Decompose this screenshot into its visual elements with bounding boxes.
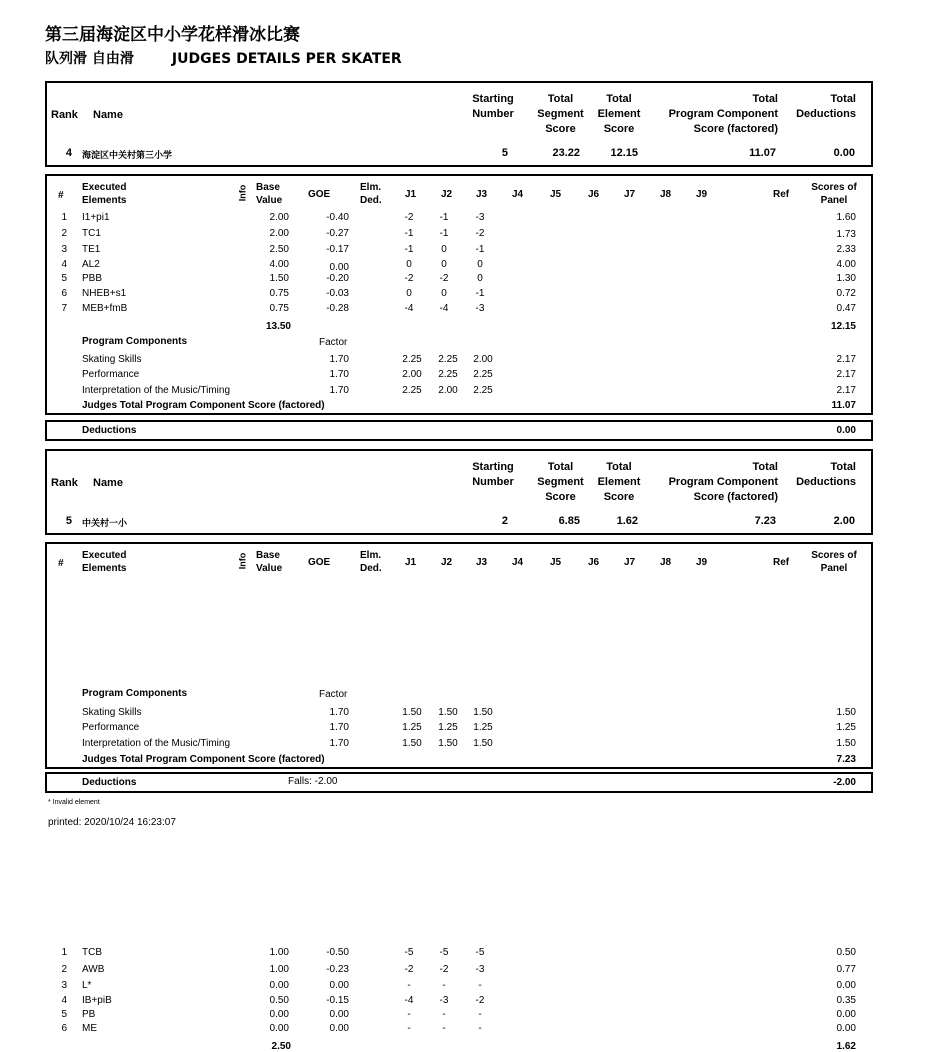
panel-score: 0.00 [836, 1009, 856, 1020]
goe-value: -0.28 [326, 303, 349, 314]
goe-value: 0.00 [329, 262, 349, 273]
component-panel-score: 1.50 [836, 707, 856, 718]
elm-label: Elm. [360, 550, 382, 561]
component-panel-score: 2.17 [836, 385, 856, 396]
skater-name: 中关村一小 [82, 519, 128, 529]
judge-score: -1 [439, 212, 449, 223]
judge-header-2: J2 [441, 189, 453, 200]
rank-header: Rank [51, 477, 78, 489]
number-label: Number [472, 476, 514, 488]
program-components-label: Program Components [82, 336, 188, 347]
skater-rank: 5 [65, 515, 72, 527]
num-header: # [58, 558, 64, 569]
base-value: 1.00 [269, 947, 289, 958]
component-factor: 1.70 [329, 354, 349, 365]
segment-title [45, 48, 402, 68]
judge-score: 0 [477, 259, 483, 270]
judge-header-5: J5 [550, 189, 562, 200]
element-number: 4 [61, 259, 67, 270]
element-name: PB [82, 1009, 96, 1020]
elements-label: Elements [82, 563, 127, 574]
element-name: AL2 [82, 259, 100, 270]
judge-score: -1 [404, 244, 414, 255]
component-panel-score: 2.17 [836, 354, 856, 365]
starting-number: 5 [501, 147, 508, 159]
panel-score: 0.47 [836, 303, 856, 314]
details-box [45, 542, 873, 769]
element-number: 2 [61, 228, 67, 239]
judge-score: 0 [441, 288, 447, 299]
info-header: Info [237, 552, 248, 570]
total-label: Total [830, 461, 856, 473]
footnote: * Invalid element [48, 799, 100, 806]
component-judge-score: 2.25 [438, 354, 458, 365]
judge-score: -2 [404, 212, 414, 223]
deductions-label: Deductions [796, 476, 856, 488]
judges-total-pcs-label: Judges Total Program Component Score (factored) [82, 400, 325, 411]
judge-score: - [407, 980, 411, 991]
judges-total-pcs-label: Judges Total Program Component Score (factored) [82, 754, 325, 765]
elm-ded-header [360, 549, 382, 575]
component-factor: 1.70 [329, 738, 349, 749]
total-pcs-score: 7.23 [754, 515, 776, 527]
deductions-box [45, 420, 873, 441]
judge-score: 0 [406, 259, 412, 270]
goe-header: GOE [308, 189, 331, 200]
deductions-label: Deductions [82, 777, 137, 788]
program-component-label: Program Component [668, 476, 778, 488]
base-value: 1.50 [269, 273, 289, 284]
judge-score: -2 [404, 273, 414, 284]
score-factored-label: Score (factored) [693, 491, 778, 503]
component-judge-score: 2.25 [402, 354, 422, 365]
total-element-score: 1.62 [616, 515, 638, 527]
report-title: JUDGES DETAILS PER SKATER [171, 51, 402, 67]
name-header: Name [93, 477, 123, 489]
base-value: 2.50 [269, 244, 289, 255]
total-deductions: 0.00 [833, 147, 855, 159]
component-judge-score: 2.00 [402, 369, 422, 380]
total-deductions: 2.00 [833, 515, 855, 527]
segment-label: Segment [537, 476, 584, 488]
ded-label: Ded. [360, 195, 382, 206]
panel-score: 0.00 [836, 1023, 856, 1034]
total-label: Total [606, 461, 632, 473]
component-name: Performance [82, 369, 140, 380]
component-name: Skating Skills [82, 354, 142, 365]
judge-header-5: J5 [550, 557, 562, 568]
judge-score: - [478, 1009, 482, 1020]
panel-score: 4.00 [836, 259, 856, 270]
judge-score: -2 [475, 995, 485, 1006]
skater-rank: 4 [65, 147, 72, 159]
judge-header-8: J8 [660, 557, 672, 568]
panel-score: 1.60 [836, 212, 856, 223]
panel-label: Panel [820, 563, 848, 574]
component-judge-score: 1.50 [473, 738, 493, 749]
executed-elements-header [82, 181, 126, 207]
ref-header: Ref [773, 557, 790, 568]
element-name: I1+pi1 [82, 212, 110, 223]
judge-score: - [442, 1009, 446, 1020]
judge-score: -5 [439, 947, 449, 958]
goe-value: -0.17 [326, 244, 349, 255]
judge-score: -5 [475, 947, 485, 958]
program-component-label: Program Component [668, 108, 778, 120]
component-name: Performance [82, 722, 140, 733]
judges-total-pcs-value: 11.07 [831, 400, 856, 411]
component-name: Interpretation of the Music/Timing [82, 385, 231, 396]
program-components-label: Program Components [82, 688, 188, 699]
panel-label: Panel [820, 195, 848, 206]
goe-value: -0.40 [326, 212, 349, 223]
deductions-box [45, 772, 873, 793]
ded-label: Ded. [360, 563, 382, 574]
judge-header-1: J1 [405, 557, 417, 568]
name-header: Name [93, 109, 123, 121]
judge-score: -3 [439, 995, 449, 1006]
total-pcs-score: 11.07 [749, 147, 776, 159]
judge-score: - [407, 1009, 411, 1020]
base-value: 2.00 [269, 212, 289, 223]
pcs-header [640, 460, 778, 505]
judge-score: -4 [404, 303, 414, 314]
judge-score: - [442, 980, 446, 991]
judge-score: -5 [404, 947, 414, 958]
scores-of-label: Scores of [811, 550, 857, 561]
goe-value: -0.50 [326, 947, 349, 958]
starting-number: 2 [501, 515, 508, 527]
panel-score: 0.00 [836, 980, 856, 991]
factor-label: Factor [319, 689, 348, 700]
component-name: Interpretation of the Music/Timing [82, 738, 231, 749]
segment-label: Segment [537, 108, 584, 120]
judge-score: - [478, 980, 482, 991]
judge-header-6: J6 [588, 189, 600, 200]
judge-score: -2 [439, 273, 449, 284]
scores-of-panel-header [806, 181, 862, 207]
number-label: Number [472, 108, 514, 120]
goe-value: 0.00 [329, 1009, 349, 1020]
judge-score: -2 [439, 964, 449, 975]
judge-score: -4 [439, 303, 449, 314]
base-value: 0.00 [269, 1009, 289, 1020]
component-judge-score: 1.50 [473, 707, 493, 718]
component-judge-score: 1.50 [402, 707, 422, 718]
element-name: TE1 [82, 244, 101, 255]
judge-header-8: J8 [660, 189, 672, 200]
component-factor: 1.70 [329, 385, 349, 396]
component-judge-score: 2.00 [473, 354, 493, 365]
judges-total-pcs-value: 7.23 [836, 754, 856, 765]
num-header: # [58, 190, 64, 201]
info-header: Info [237, 184, 248, 202]
goe-value: 0.00 [329, 980, 349, 991]
panel-score: 1.73 [836, 229, 856, 240]
component-factor: 1.70 [329, 722, 349, 733]
printed-timestamp: printed: 2020/10/24 16:23:07 [48, 817, 176, 828]
element-score-total: 12.15 [830, 321, 856, 332]
base-value-header [256, 549, 282, 575]
component-judge-score: 1.25 [473, 722, 493, 733]
goe-value: -0.03 [326, 288, 349, 299]
starting-number-header [463, 92, 523, 122]
judge-score: - [407, 1023, 411, 1034]
judge-header-1: J1 [405, 189, 417, 200]
judge-score: -1 [475, 288, 485, 299]
scores-of-panel-header [806, 549, 862, 575]
element-number: 3 [61, 244, 67, 255]
element-number: 4 [61, 995, 67, 1006]
component-panel-score: 1.25 [836, 722, 856, 733]
total-label: Total [547, 461, 574, 473]
judge-score: -1 [475, 244, 485, 255]
event-title: 第三届海淀区中小学花样滑冰比赛 [45, 25, 300, 45]
component-judge-score: 1.50 [438, 738, 458, 749]
component-judge-score: 1.25 [438, 722, 458, 733]
panel-score: 0.72 [836, 288, 856, 299]
judge-score: -1 [439, 228, 449, 239]
element-number: 6 [61, 288, 67, 299]
executed-label: Executed [82, 182, 127, 193]
goe-value: -0.20 [326, 273, 349, 284]
goe-header: GOE [308, 557, 331, 568]
element-number: 6 [61, 1023, 67, 1034]
judge-header-9: J9 [696, 189, 708, 200]
scores-of-label: Scores of [811, 182, 857, 193]
judge-header-7: J7 [624, 189, 636, 200]
base-value: 0.50 [269, 995, 289, 1006]
judge-score: -3 [475, 964, 485, 975]
segment-name: 队列滑 自由滑 [45, 51, 134, 67]
judge-header-4: J4 [512, 557, 524, 568]
total-segment-score: 6.85 [558, 515, 580, 527]
element-number: 3 [61, 980, 67, 991]
component-judge-score: 2.00 [438, 385, 458, 396]
judge-score: -1 [404, 228, 414, 239]
deductions-total: -2.00 [833, 777, 856, 788]
judge-header-9: J9 [696, 557, 708, 568]
base-label: Base [256, 550, 280, 561]
element-score-total: 1.62 [836, 1041, 856, 1052]
total-label: Total [606, 93, 632, 105]
element-name: NHEB+s1 [82, 288, 127, 299]
score-factored-label: Score (factored) [693, 123, 778, 135]
judge-header-3: J3 [476, 557, 488, 568]
ref-header: Ref [773, 189, 790, 200]
starting-label: Starting [472, 461, 514, 473]
goe-value: 0.00 [329, 1023, 349, 1034]
judge-score: - [478, 1023, 482, 1034]
elm-label: Elm. [360, 182, 382, 193]
judge-score: -2 [475, 228, 485, 239]
elm-ded-header [360, 181, 382, 207]
executed-label: Executed [82, 550, 127, 561]
judge-header-6: J6 [588, 557, 600, 568]
score-label: Score [545, 123, 576, 135]
component-judge-score: 1.50 [438, 707, 458, 718]
element-name: ME [82, 1023, 97, 1034]
base-value: 0.75 [269, 303, 289, 314]
component-name: Skating Skills [82, 707, 142, 718]
total-element-score: 12.15 [610, 147, 638, 159]
base-value-total: 2.50 [271, 1041, 291, 1052]
executed-elements-header [82, 549, 126, 575]
judge-score: 0 [441, 259, 447, 270]
base-value: 0.75 [269, 288, 289, 299]
component-factor: 1.70 [329, 369, 349, 380]
element-name: IB+piB [82, 995, 112, 1006]
base-value: 2.00 [269, 228, 289, 239]
judge-score: -4 [404, 995, 414, 1006]
judge-header-2: J2 [441, 557, 453, 568]
base-value-total: 13.50 [265, 321, 291, 332]
judge-score: 0 [477, 273, 483, 284]
judge-header-4: J4 [512, 189, 524, 200]
element-number: 7 [61, 303, 67, 314]
deductions-header [780, 92, 856, 122]
goe-value: -0.15 [326, 995, 349, 1006]
component-judge-score: 2.25 [438, 369, 458, 380]
element-name: PBB [82, 273, 103, 284]
score-label: Score [545, 491, 576, 503]
judge-score: 0 [441, 244, 447, 255]
rank-header: Rank [51, 109, 78, 121]
component-factor: 1.70 [329, 707, 349, 718]
deduction-detail: Falls: -2.00 [288, 776, 338, 787]
base-value: 0.00 [269, 980, 289, 991]
goe-value: -0.27 [326, 228, 349, 239]
panel-score: 0.77 [836, 964, 856, 975]
total-segment-score: 23.22 [552, 147, 580, 159]
base-value: 1.00 [269, 964, 289, 975]
elements-label: Elements [82, 195, 127, 206]
starting-label: Starting [472, 93, 514, 105]
element-number: 1 [61, 947, 67, 958]
panel-score: 0.50 [836, 947, 856, 958]
element-name: L* [82, 980, 92, 991]
component-panel-score: 1.50 [836, 738, 856, 749]
element-number: 5 [61, 273, 67, 284]
base-value: 0.00 [269, 1023, 289, 1034]
judge-score: -3 [475, 303, 485, 314]
starting-number-header [463, 460, 523, 490]
score-label: Score [603, 123, 635, 135]
base-label: Base [256, 182, 280, 193]
total-label: Total [752, 93, 778, 105]
total-label: Total [830, 93, 856, 105]
element-name: TCB [82, 947, 102, 958]
judge-score: 0 [406, 288, 412, 299]
base-value-header [256, 181, 282, 207]
panel-score: 2.33 [836, 244, 856, 255]
judge-score: - [442, 1023, 446, 1034]
component-judge-score: 1.50 [402, 738, 422, 749]
total-label: Total [752, 461, 778, 473]
deductions-total: 0.00 [836, 425, 856, 436]
goe-value: -0.23 [326, 964, 349, 975]
value-label: Value [256, 563, 283, 574]
component-judge-score: 2.25 [402, 385, 422, 396]
judge-header-7: J7 [624, 557, 636, 568]
panel-score: 0.35 [836, 995, 856, 1006]
pcs-header [640, 92, 778, 137]
judge-header-3: J3 [476, 189, 488, 200]
component-judge-score: 2.25 [473, 369, 493, 380]
element-number: 2 [61, 964, 67, 975]
judge-score: -3 [475, 212, 485, 223]
deductions-header [780, 460, 856, 490]
panel-score: 1.30 [836, 273, 856, 284]
value-label: Value [256, 195, 283, 206]
base-value: 4.00 [269, 259, 289, 270]
judge-score: -2 [404, 964, 414, 975]
total-label: Total [547, 93, 574, 105]
element-name: TC1 [82, 228, 101, 239]
factor-label: Factor [319, 337, 348, 348]
element-label: Element [597, 108, 641, 120]
skater-name: 海淀区中关村第三小学 [82, 151, 173, 161]
element-name: AWB [82, 964, 105, 975]
deductions-label: Deductions [82, 425, 137, 436]
component-judge-score: 1.25 [402, 722, 422, 733]
element-label: Element [597, 476, 641, 488]
component-panel-score: 2.17 [836, 369, 856, 380]
deductions-label: Deductions [796, 108, 856, 120]
component-judge-score: 2.25 [473, 385, 493, 396]
element-number: 1 [61, 212, 67, 223]
element-name: MEB+fmB [82, 303, 128, 314]
score-label: Score [603, 491, 635, 503]
element-number: 5 [61, 1009, 67, 1020]
